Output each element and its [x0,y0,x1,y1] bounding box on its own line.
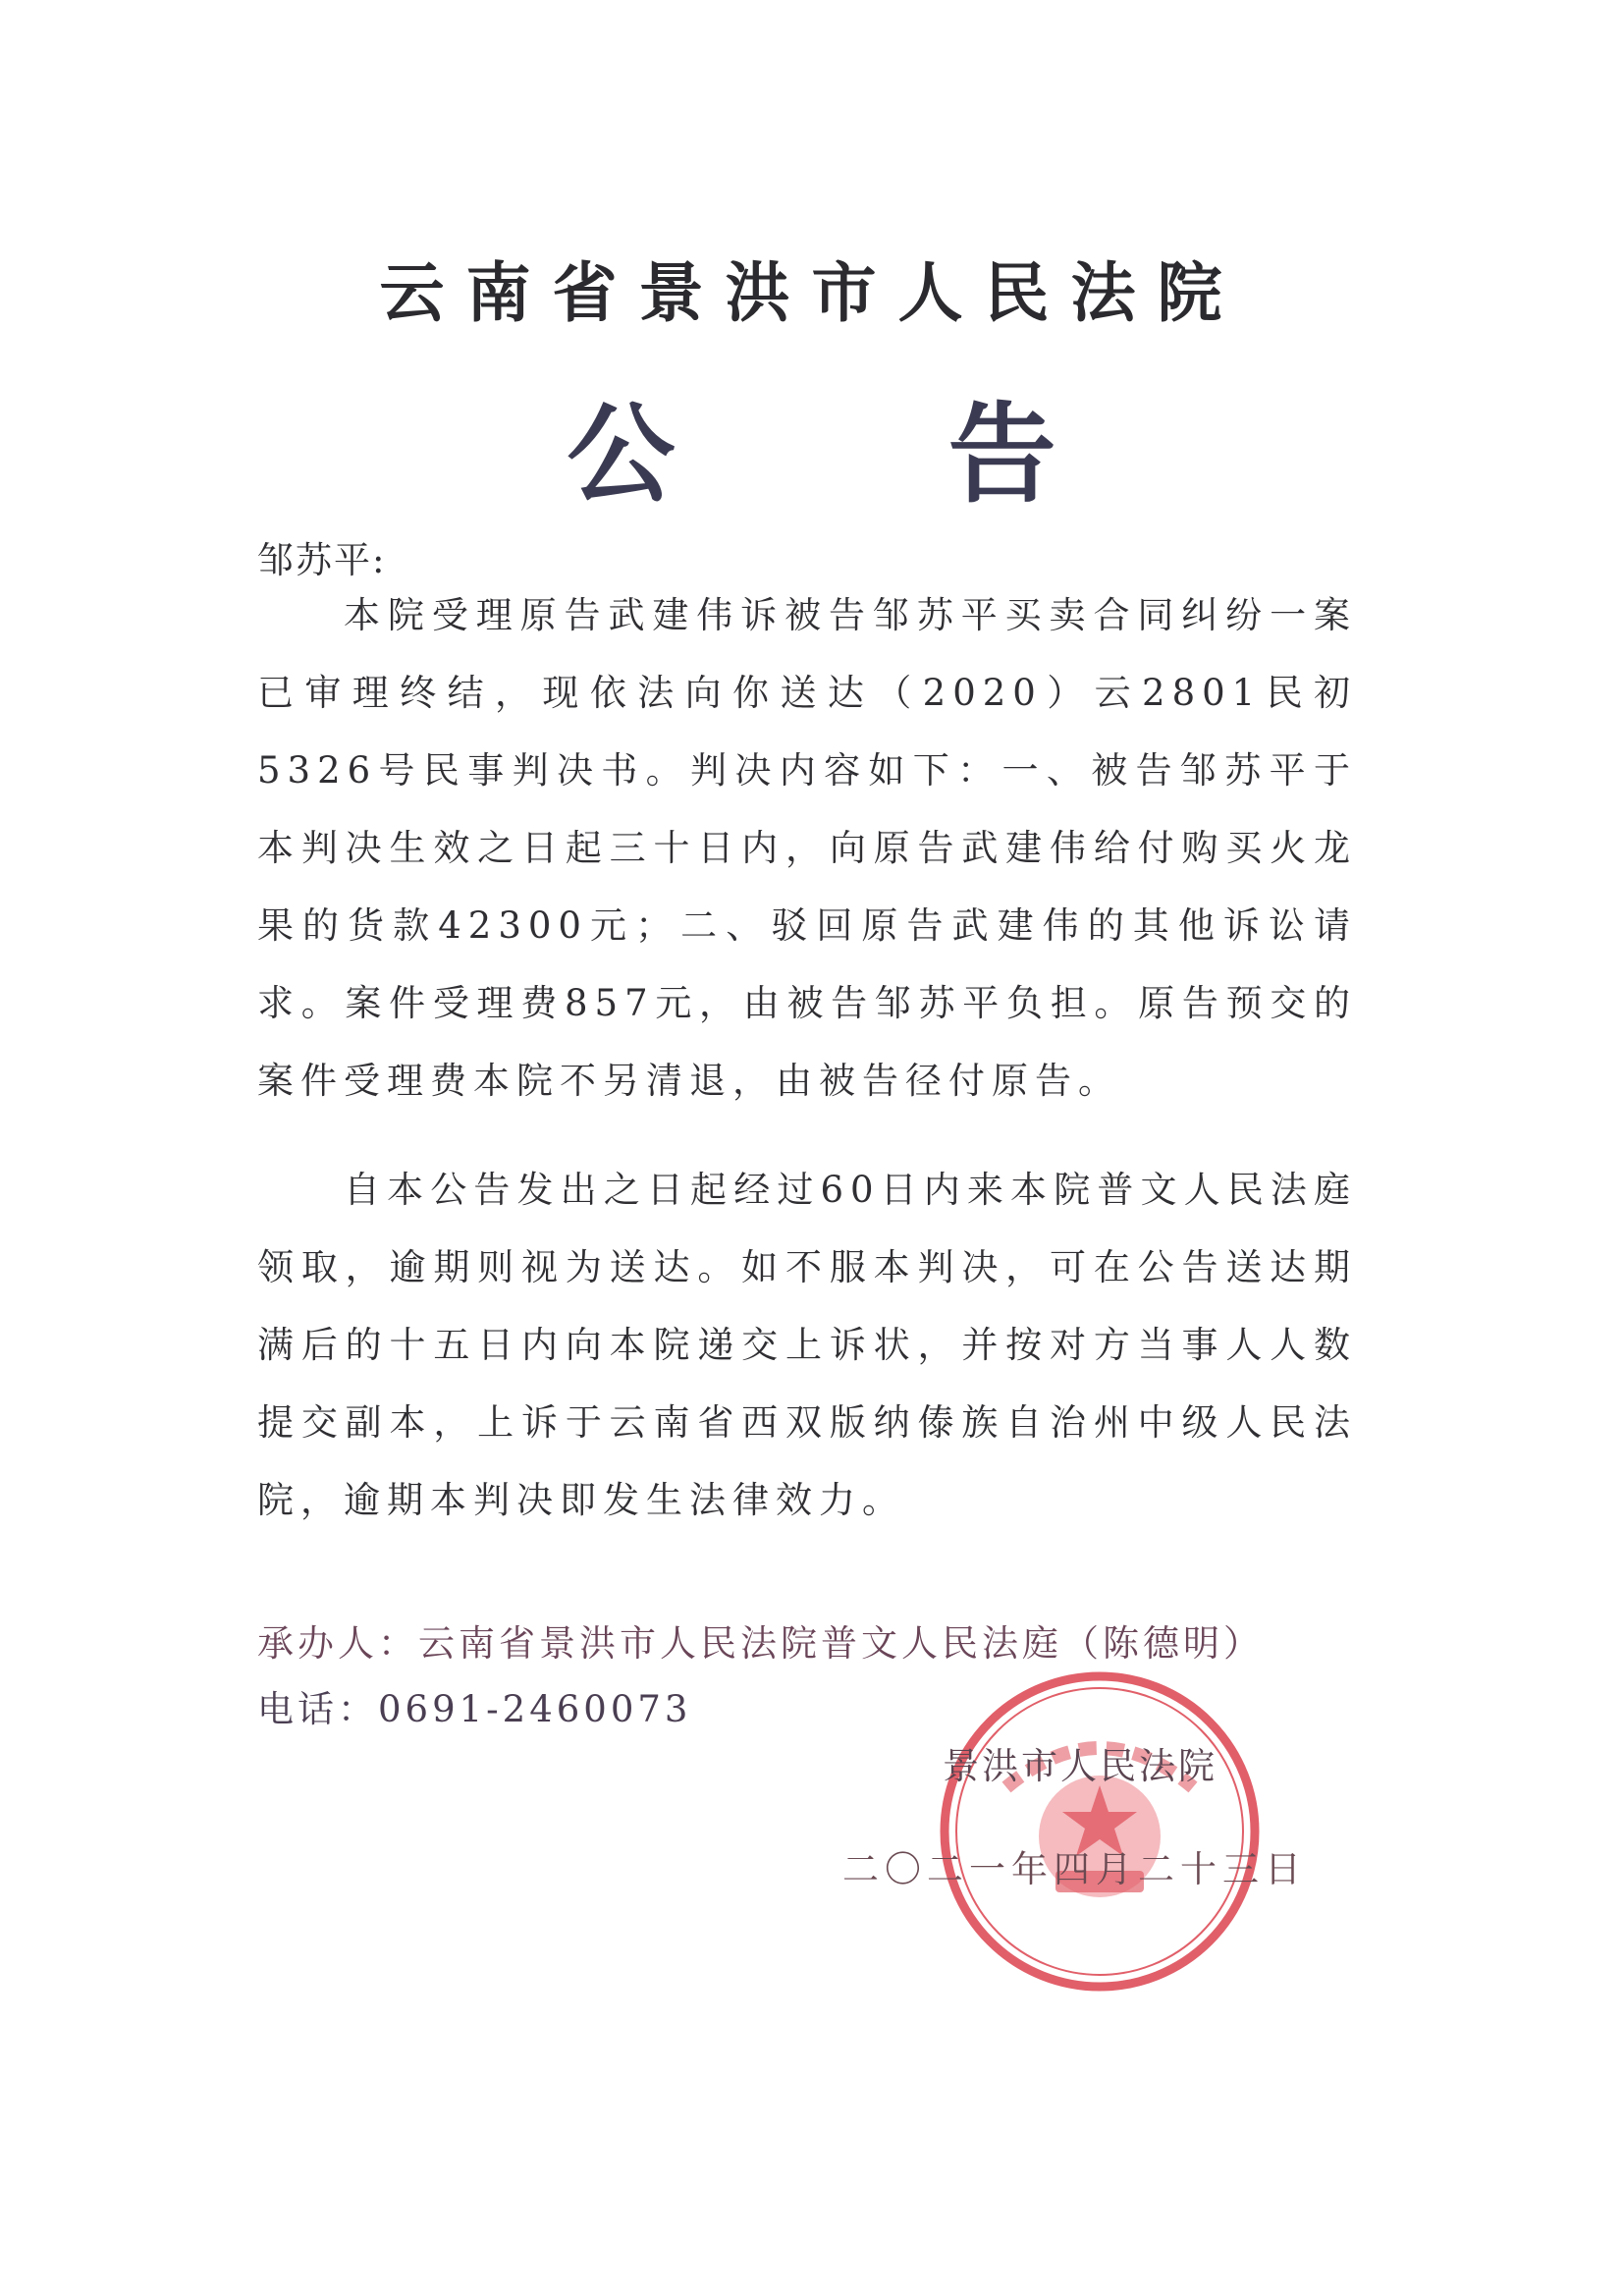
phone-line: 电话：0691-2460073 [257,1688,692,1730]
body-paragraph-judgment: 本院受理原告武建伟诉被告邹苏平买卖合同纠纷一案已审理终结，现依法向你送达（2020）云2801民初5326号民事判决书。判决内容如下：一、被告邹苏平于本判决生效之日起三十日内，向原告武建伟给付购买火龙果的货款42300元；二、驳回原告武建伟的其他诉讼请求。案件受理费857元，由被告邹苏平负担。原告预交的案件受理费本院不另清退，由被告径付原告。 [257,594,1357,1102]
addressee: 邹苏平: [257,539,387,581]
court-name-heading: 云南省景洪市人民法院 [379,255,1244,331]
issuing-court: 景洪市人民法院 [943,1745,1217,1787]
handler-line: 承办人：云南省景洪市人民法院普文人民法庭（陈德明） [257,1622,1264,1665]
court-seal-icon [938,1669,1262,1994]
document-type-heading: 公 告 [567,392,1174,518]
issue-date: 二〇二一年四月二十三日 [842,1848,1307,1890]
body-paragraph-service: 自本公告发出之日起经过60日内来本院普文人民法庭领取，逾期则视为送达。如不服本判决，可在公告送达期满后的十五日内向本院递交上诉状，并按对方当事人人数提交副本，上诉于云南省西双版纳傣族自治州中级人民法院，逾期本判决即发生法律效力。 [257,1169,1357,1521]
